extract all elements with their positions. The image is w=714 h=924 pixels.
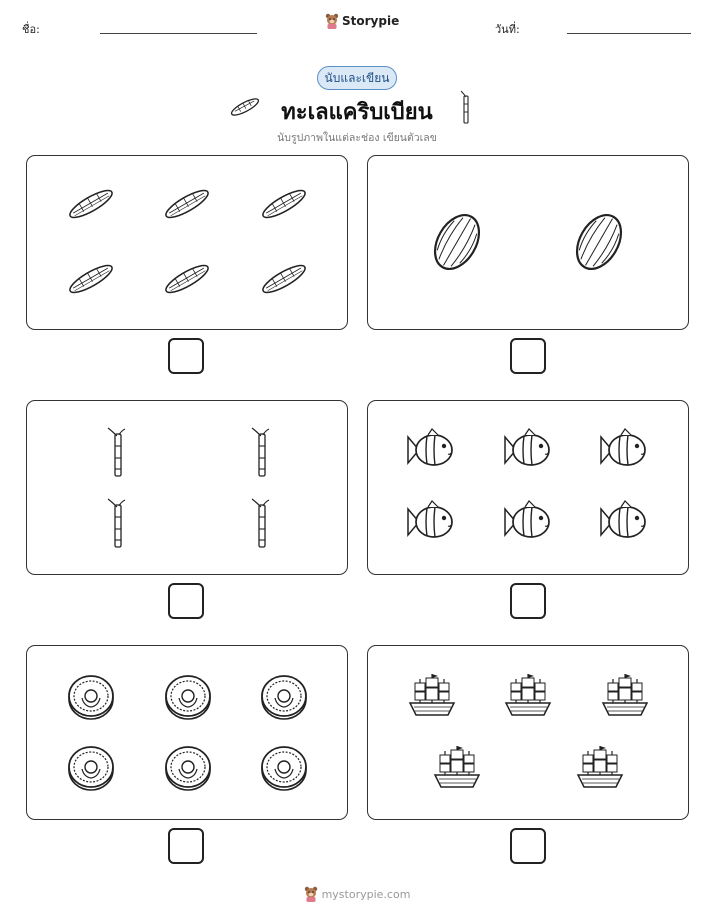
sugarcane-icon	[105, 497, 129, 549]
canoe-icon	[258, 261, 310, 297]
count-panel-canoes	[26, 155, 348, 330]
answer-box-fish[interactable]	[510, 583, 546, 619]
answer-box-sugarcane[interactable]	[168, 583, 204, 619]
name-label: ชื่อ:	[22, 23, 40, 36]
answer-box-canoes[interactable]	[168, 338, 204, 374]
category-badge	[317, 66, 397, 90]
coin-icon	[66, 673, 116, 721]
ship-icon	[599, 671, 651, 721]
count-panel-fish	[367, 400, 689, 575]
canoe-icon	[65, 186, 117, 222]
canoe-icon	[258, 186, 310, 222]
coconut-icon	[569, 210, 629, 274]
date-label: วันที่:	[495, 23, 520, 36]
answer-box-ships[interactable]	[510, 828, 546, 864]
ship-icon	[574, 743, 626, 793]
footer	[0, 886, 714, 902]
sugarcane-icon	[249, 426, 273, 478]
instruction-text: นับรูปภาพในแต่ละช่อง เขียนตัวเลข	[277, 132, 437, 144]
fish-icon	[501, 427, 555, 473]
answer-box-coins[interactable]	[168, 828, 204, 864]
count-panel-ships	[367, 645, 689, 820]
coin-icon	[66, 744, 116, 792]
ship-icon	[431, 743, 483, 793]
sugarcane-icon	[105, 426, 129, 478]
canoe-icon	[65, 261, 117, 297]
coin-icon	[259, 744, 309, 792]
footer-url[interactable]: mystorypie.com	[321, 887, 411, 901]
title-sugarcane-icon	[459, 90, 473, 124]
brand-logo	[325, 13, 399, 29]
fish-icon	[404, 427, 458, 473]
coin-icon	[163, 673, 213, 721]
date-line[interactable]	[567, 33, 691, 34]
name-line[interactable]	[100, 33, 257, 34]
coin-icon	[163, 744, 213, 792]
fish-icon	[501, 499, 555, 545]
worksheet-title: ทะเลแคริบเบียน	[281, 100, 433, 125]
fish-icon	[597, 499, 651, 545]
bear-logo-icon	[304, 886, 318, 902]
count-panel-coconuts	[367, 155, 689, 330]
coin-icon	[259, 673, 309, 721]
ship-icon	[406, 671, 458, 721]
canoe-icon	[161, 261, 213, 297]
count-panel-coins	[26, 645, 348, 820]
badge-label: นับและเขียน	[324, 70, 390, 85]
fish-icon	[597, 427, 651, 473]
bear-logo-icon	[325, 13, 339, 29]
count-panel-sugarcane	[26, 400, 348, 575]
fish-icon	[404, 499, 458, 545]
coconut-icon	[427, 210, 487, 274]
ship-icon	[502, 671, 554, 721]
canoe-icon	[161, 186, 213, 222]
sugarcane-icon	[249, 497, 273, 549]
brand-name: Storypie	[342, 14, 400, 28]
answer-box-coconuts[interactable]	[510, 338, 546, 374]
